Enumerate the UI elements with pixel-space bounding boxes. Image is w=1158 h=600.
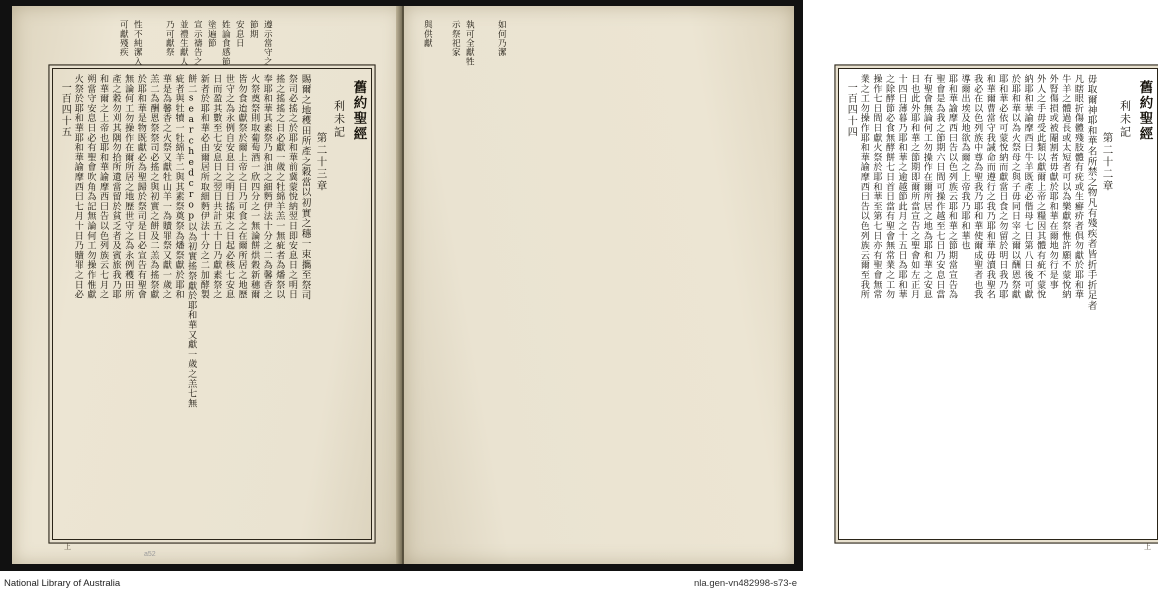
left-page-margin-note-3: 安息日 [234, 20, 245, 48]
left-page-margin-note-8: 乃可獻祭 [164, 20, 175, 57]
left-page-margin-note-1: 遵示當守之 [262, 20, 273, 66]
left-page-text-column: 餅二searchedcrop以為初實搖祭獻於耶和華又獻一歲之羔七無 [186, 74, 197, 409]
credit-bar [0, 571, 803, 600]
right-page-margin-note-3: 執可全獻牲 [464, 20, 475, 66]
shelfmark-label: a52 [144, 551, 156, 558]
right-page-margin-note-2: 示祭祀家 [450, 20, 461, 57]
right-page-text-column: 操作七日間日獻火祭於耶和華至第七日亦有聖會無常 [871, 74, 882, 300]
left-page-margin-note-6: 宣示禱告之 [192, 20, 203, 66]
right-page-text-column: 於耶和華以為火祭母之與子毋同日宰之爾以酬恩祭獻 [1009, 74, 1020, 300]
left-page-text-column: 羔二為酬恩祭祭司必搖之與初實之餅及二羔為搖祭獻 [148, 74, 159, 300]
identifier-credit: nla.gen-vn482998-s73-e [694, 578, 797, 589]
right-page-text-column: 毋取爾神耶和華名所禁之物凡有殘疾者皆折手折足者 [1085, 74, 1097, 311]
left-page-columns [53, 69, 371, 539]
left-page-text-column: 賜爾之地穫田所產之穀當以初實之穗一束攜至祭司 [299, 74, 311, 301]
left-page-text-column: 無論何工勿操作在爾所居之地歷世守之為永例穫田所 [123, 74, 134, 300]
right-page-text-column: 外腎傷損或被閹割者毋獻於耶和華在爾地勿行是事 [1047, 74, 1058, 290]
right-page-title: 舊約聖經 [1136, 80, 1153, 142]
left-page-text-column: 疵者與牡犢一牡綿羊二與其素祭奠祭為燔祭獻於耶和 [173, 74, 184, 300]
right-page [404, 6, 1153, 564]
right-page-text-column: 業之工勿操作耶和華諭摩西曰告以色列族云爾至我所 [858, 74, 869, 300]
left-page-text-column: 皆勿食迨獻祭於爾上帝之日乃可食之在爾所居之地歷 [236, 74, 247, 300]
right-page-text-column: 納耶和華諭摩西曰牛羊既產必偕母七日第八日後可獻 [1022, 74, 1033, 300]
left-page-subtitle: 利未記 [332, 100, 346, 139]
right-page-text-column: 導爾出埃及地欲為爾之上帝我乃耶和華也 [959, 74, 970, 251]
library-credit: National Library of Australia [4, 578, 121, 589]
left-page-text-column: 奉耶和華其素祭乃和油之細麪伊法十分之二為馨香之 [261, 74, 272, 300]
left-page-text-column: 朔當守安息日必有聖會吹角為記無論何工勿操作惟獻 [85, 74, 96, 300]
left-page-text-column: 火祭奠祭則取葡萄酒一欣四分之一無論餅烘穀新穗爾 [249, 74, 260, 300]
left-page-text-column: 產之穀勿刈其隅勿拾所遺當留於貧乏者及賓旅我乃耶 [110, 74, 121, 300]
left-page-number: 一百四十五 [59, 82, 71, 138]
right-page-text-column: 日也此外耶和華之節期即爾所當宣告之聖會如左正月 [909, 74, 920, 300]
left-page-text-column: 於耶和華是物既獻必為聖歸於祭司是日必宣告有聖會 [135, 74, 146, 300]
left-page-text-frame [52, 68, 372, 540]
left-page-margin-note-9: 性不純潔入 [132, 20, 143, 66]
left-page-text-column: 和華爾之上帝也耶和華諭摩西曰告以色列族云七月之 [98, 74, 108, 300]
right-page-subtitle: 利未記 [1118, 100, 1132, 139]
right-page-text-column: 之除酵節必食無酵餅七日首日當有聖會無常業之工勿 [884, 74, 894, 300]
right-page-text-column: 有聖會無論何工勿操作在爾所居之地為耶和華之安息 [921, 74, 932, 300]
right-page-margin-note-1: 與供獻 [422, 20, 433, 48]
left-page-margin-note-7: 並禮生獻人 [178, 20, 189, 66]
right-page-text-frame [838, 68, 1158, 540]
left-page-margin-note-10: 可獻殘疾 [118, 20, 129, 57]
left-page-text-column: 華是為馨香之火祭又獻牡山羊一為贖罪祭又獻一歲之 [160, 74, 171, 300]
right-page-text-column: 十四日薄暮乃耶和華之逾越節此月之十五日為耶和華 [896, 74, 907, 300]
left-page-foot-mark: 上 [64, 543, 71, 551]
right-page-text-column: 凡瞎眼折傷體殘肢體有疣或生癬疥者俱勿獻於耶和華 [1072, 74, 1083, 300]
right-page-margin-note-4: 如何乃潔 [496, 20, 507, 57]
left-page-title: 舊約聖經 [350, 80, 367, 142]
right-page-columns [839, 69, 1157, 539]
left-page-chapter: 第二十三章 [315, 132, 328, 192]
right-page-text-column: 外人之手毋受此類以獻爾上帝之糧因其體有疵不蒙悅 [1035, 74, 1046, 300]
right-page-text-column: 牛羊之體過長或太短者可以為樂獻祭惟許願不蒙悅納 [1060, 74, 1071, 300]
right-page-chapter: 第二十二章 [1101, 132, 1114, 192]
right-page-foot-mark: 上 [1144, 543, 1151, 551]
left-page-text-column: 祭司必搖之於耶和華前冀蒙悅納翌日即安息日之明日 [286, 74, 297, 300]
right-page-text-column: 耶和華諭摩西曰告以色列族云耶和華之節期當宣告為 [946, 74, 957, 300]
left-page-margin-note-2: 節期 [248, 20, 259, 39]
left-page-margin-note-5: 塗遍節 [206, 20, 217, 48]
left-page-text-column: 新者於耶和華必由爾居所取細麪伊法十分之二加酵製 [198, 74, 209, 300]
right-page-text-column: 耶和華必依可蒙悅納而獻當日食之勿留於明日我乃耶 [997, 74, 1008, 300]
right-page-text-column: 我必在以色列族中尊為聖我乃耶和華使爾成聖者也我 [972, 74, 983, 300]
left-page-text-column: 火祭於耶和華耶和華諭摩西曰七月十日乃贖罪之日必 [72, 74, 83, 300]
right-page-text-column: 聖會是為我之節期六日間可操作越至七日乃安息日當 [934, 74, 945, 300]
left-page [12, 6, 402, 564]
left-page-text-column: 世守之為永例自安息日之明日搖束之日起必核七安息 [223, 74, 234, 300]
right-page-text-column: 和華爾曹當守我誡命而遵行之我乃耶和華毋瀆我聖名 [984, 74, 995, 300]
left-page-margin-note-4: 姓論食感節 [220, 20, 231, 66]
right-page-number: 一百四十四 [845, 82, 857, 138]
left-page-text-column: 搖之搖搖之日必獻一歲之牡綿羊羔一無疵者為燔祭以 [274, 74, 285, 300]
left-page-text-column: 日而盈其數至七安息日之翌日共計五十日乃獻素祭之 [211, 74, 222, 300]
